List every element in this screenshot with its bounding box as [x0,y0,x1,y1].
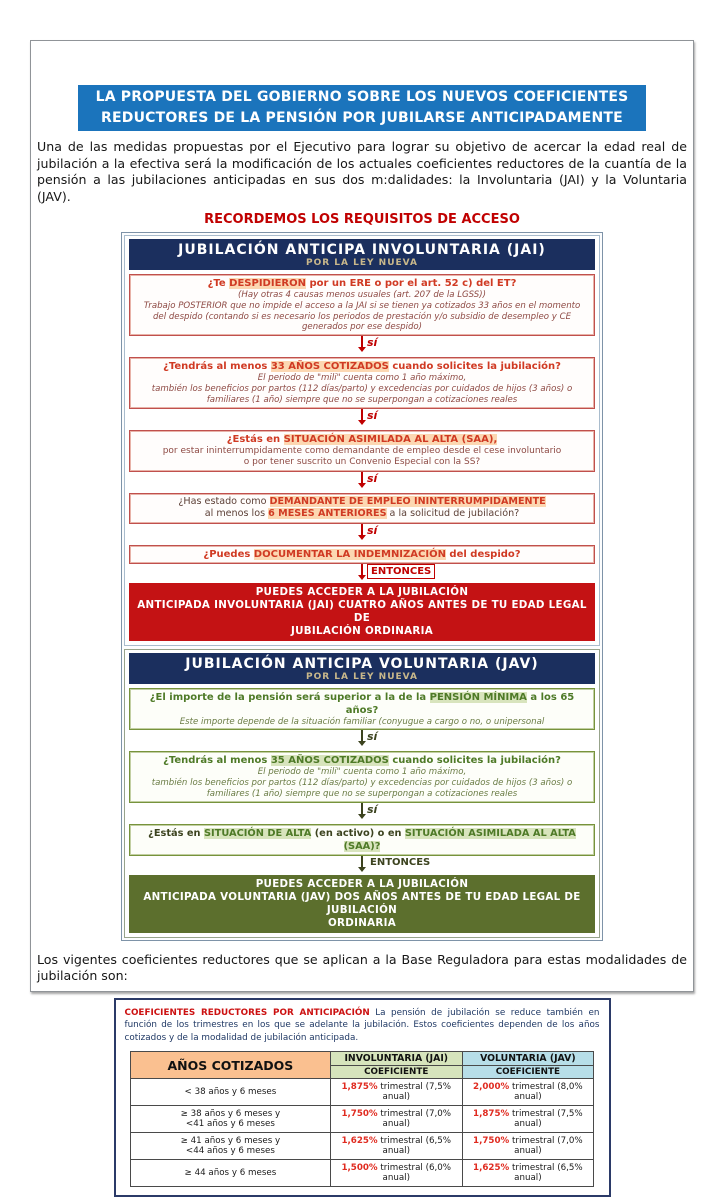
access-requirements-heading: RECORDEMOS LOS REQUISITOS DE ACCESO [204,212,520,227]
table-row [131,1106,594,1133]
jav-q2-post: cuando solicites la jubilación? [388,755,561,767]
yes-label: sí [367,802,378,816]
jav-detail: trimestral (7,0% anual) [509,1136,583,1157]
jai-q1-note-2: Trabajo POSTERIOR que no impide el acceso a la JAI si se tienen ya cotizados 33 años en el momento del despido (contando si es necesario los periodos de prestación y/o subsidio de desempleo y CE generados por ese despido) [143,300,581,333]
jai-coefficient-cell [330,1133,462,1160]
coefficients-paragraph: Los vigentes coeficientes reductores que se aplican a la Base Reguladora para estas modalidades de jubilación son: [37,951,687,984]
title-line-1: LA PROPUESTA DEL GOBIERNO SOBRE LOS NUEVOS COEFICIENTES [95,89,629,105]
jai-result-box [129,583,595,641]
jai-title: JUBILACIÓN ANTICIPA INVOLUNTARIA (JAI) [178,242,546,258]
jav-q3-highlight-2: SITUACIÓN ASIMILADA AL ALTA (SAA)? [343,827,576,852]
jai-q2-note-1: El periodo de "mili" cuenta como 1 año máximo, [257,373,467,384]
jai-q2-highlight: 33 AÑOS COTIZADOS [270,361,389,373]
jai-yes-connector-2 [129,409,595,426]
jav-detail: trimestral (8,0% anual) [509,1082,583,1103]
jav-yes-connector-2 [129,803,595,820]
jav-q1-post: a los 65 años? [345,691,575,716]
jav-percentage: 1,875% [473,1109,510,1120]
jav-q3-highlight-1: SITUACIÓN DE ALTA [203,827,312,839]
jav-q2-note-1: El periodo de "mili" cuenta como 1 año máximo, [257,767,467,778]
jav-q1-pre: ¿El importe de la pensión será superior a la de la [149,691,430,703]
jai-result-line-1: PUEDES ACCEDER A LA JUBILACIÓN [255,585,469,598]
jav-section [124,649,600,938]
jav-question-1 [129,688,595,731]
jav-q1-note: Este importe depende de la situación familiar (conyugue a cargo o no, o unipersonal [179,716,545,727]
jai-q1-headline [136,277,588,290]
jai-title-bar [129,239,595,270]
yes-label: sí [367,730,378,744]
jai-q4-line2-pre: al menos los [204,508,269,520]
arrow-down-icon [361,730,363,741]
jai-q3-headline [136,433,588,446]
jai-question-2 [129,357,595,408]
jai-coefficient-cell [330,1160,462,1187]
table-title: COEFICIENTES REDUCTORES POR ANTICIPACIÓN [124,1007,370,1018]
jai-detail: trimestral (6,5% anual) [377,1136,452,1157]
jai-percentage: 1,875% [341,1082,378,1093]
jai-q2-post: cuando solicites la jubilación? [388,361,561,373]
jav-q2-highlight: 35 AÑOS COTIZADOS [270,755,389,767]
arrow-down-icon [361,524,363,535]
jai-result-line-2: ANTICIPADA INVOLUNTARIA (JAI) CUATRO AÑOS ANTES DE TU EDAD LEGAL DE [137,598,587,624]
jav-q2-headline [136,754,588,767]
jav-coefficient-cell [462,1106,593,1133]
jav-question-3 [129,824,595,856]
jai-q2-pre: ¿Tendrás al menos [163,361,271,373]
years-line-1: ≥ 44 años y 6 meses [184,1168,277,1179]
years-line-1: < 38 años y 6 meses [184,1087,277,1098]
jav-yes-connector-1 [129,730,595,747]
document-page [30,40,694,1184]
jav-detail: trimestral (7,5% anual) [509,1109,583,1130]
jav-coefficient-cell [462,1133,593,1160]
table-description [125,1007,600,1045]
yes-label: sí [367,471,378,485]
jai-subtitle: POR LA LEY NUEVA [306,258,418,268]
jai-result-line-3: JUBILACIÓN ORDINARIA [290,624,434,637]
column-header-jai: INVOLUNTARIA (JAI) [330,1052,462,1066]
years-cell [131,1106,331,1133]
jav-detail: trimestral (6,5% anual) [509,1163,583,1184]
jav-result-line-1: PUEDES ACCEDER A LA JUBILACIÓN [255,877,469,890]
jai-q2-headline [136,360,588,373]
jai-question-4 [129,493,595,524]
jai-q5-headline [136,548,588,561]
jai-q1-pre: ¿Te [207,278,230,289]
jav-coefficient-cell [462,1079,593,1106]
arrow-down-icon [361,336,363,347]
jai-entonces-connector [129,564,595,581]
jai-percentage: 1,625% [341,1136,378,1147]
jai-coefficient-cell [330,1106,462,1133]
years-cell [131,1079,331,1106]
jav-percentage: 2,000% [473,1082,510,1093]
column-header-years: AÑOS COTIZADOS [131,1052,331,1079]
jai-q1-note-1: (Hay otras 4 causas menos usuales (art. 207 de la LGSS)) [238,290,486,300]
jai-detail: trimestral (7,0% anual) [377,1109,452,1130]
jai-coefficient-cell [330,1079,462,1106]
jai-q2-note-2: también los beneficios por partos (112 días/parto) y excedencias por cuidados de hijos (3 años) o familiares (1 año) siempre que no se superpongan a cotizaciones reales [151,383,573,405]
jai-q5-post: del despido? [445,548,521,560]
jai-detail: trimestral (7,5% anual) [377,1082,452,1103]
jai-q1-post: por un ERE o por el art. 52 c) del ET? [305,278,517,289]
subheader-jai-coefficient: COEFICIENTE [330,1066,462,1079]
jav-q3-line [136,827,588,853]
years-line-1: ≥ 41 años y 6 meses y [180,1135,281,1146]
jav-q3-pre: ¿Estás en [148,827,204,839]
table-description-text: La pensión de jubilación se reduce también en función de los trimestres en los que se adelante la jubilación. Estos coeficientes dependen de los años cotizados y de la modalidad de jubilación anticipada. [124,1007,600,1043]
table-row [131,1160,594,1187]
yes-label: sí [367,523,378,537]
jav-q3-mid: (en activo) o en [311,827,405,839]
years-cell [131,1133,331,1160]
jai-q3-highlight: SITUACIÓN ASIMILADA AL ALTA (SAA), [283,433,498,445]
years-line-2: <41 años y 6 meses [185,1119,275,1130]
jav-percentage: 1,750% [473,1136,510,1147]
jai-question-1 [129,274,595,336]
jai-section [124,235,600,646]
arrow-down-icon [361,472,363,483]
jav-q2-pre: ¿Tendrás al menos [163,755,271,767]
jav-title: JUBILACIÓN ANTICIPA VOLUNTARIA (JAV) [185,655,539,672]
jai-q5-highlight: DOCUMENTAR LA INDEMNIZACIÓN [253,548,446,560]
table-row [131,1133,594,1160]
requirements-flowchart [121,232,603,941]
document-title-banner [78,85,646,131]
jav-question-2 [129,751,595,802]
jav-q1-headline [136,691,588,717]
jai-q4-highlight-2: 6 MESES ANTERIORES [268,508,387,520]
jav-coefficient-cell [462,1160,593,1187]
yes-label: sí [367,336,378,350]
years-line-1: ≥ 38 años y 6 meses y [180,1108,281,1119]
years-line-2: <44 años y 6 meses [185,1146,275,1157]
jai-q3-note-2: o por tener suscrito un Convenio Especial con la SS? [243,457,481,468]
table-row [131,1079,594,1106]
jai-q4-line2-post: a la solicitud de jubilación? [386,508,520,520]
jai-q1-highlight: DESPIDIERON [229,278,306,289]
coefficients-table [130,1051,594,1187]
jav-result-line-2: ANTICIPADA VOLUNTARIA (JAV) DOS AÑOS ANTES DE TU EDAD LEGAL DE JUBILACIÓN [143,890,581,916]
arrow-down-icon [361,564,363,575]
jai-yes-connector-4 [129,524,595,541]
jav-title-bar [129,653,595,684]
jai-question-3 [129,430,595,472]
jai-question-5 [129,545,595,564]
jai-yes-connector-3 [129,472,595,489]
jav-result-box [129,875,595,933]
yes-label: sí [367,408,378,422]
column-header-jav: VOLUNTARIA (JAV) [462,1052,593,1066]
arrow-down-icon [361,856,363,867]
jai-q4-line-1 [136,496,588,509]
jai-yes-connector-1 [129,336,595,353]
arrow-down-icon [361,409,363,420]
jai-q3-note-1: por estar ininterrumpidamente como demandante de empleo desde el cese involuntario [162,445,562,456]
jav-percentage: 1,625% [473,1163,510,1174]
entonces-label: ENTONCES [367,564,435,579]
title-line-2: REDUCTORES DE LA PENSIÓN POR JUBILARSE ANTICIPADAMENTE [101,110,623,126]
entonces-label: ENTONCES [370,856,431,868]
jav-result-line-3: ORDINARIA [327,916,397,929]
jai-q3-pre: ¿Estás en [226,433,284,445]
coefficients-table-card [114,998,611,1197]
jav-q1-highlight: PENSIÓN MÍNIMA [429,691,527,703]
jai-percentage: 1,500% [341,1163,378,1174]
jai-q4-pre: ¿Has estado como [178,495,270,507]
jai-q5-pre: ¿Puedes [203,548,254,560]
jav-q2-note-2: también los beneficios por partos (112 días/parto) y excedencias por cuidados de hijos (3 años) o familiares (1 año) siempre que no se superpongan a cotizaciones reales [151,778,573,799]
jai-percentage: 1,750% [341,1109,378,1120]
subheader-jav-coefficient: COEFICIENTE [462,1066,593,1079]
jai-detail: trimestral (6,0% anual) [377,1163,452,1184]
jai-q4-line-2 [136,508,588,521]
jav-subtitle: POR LA LEY NUEVA [306,671,418,682]
years-cell [131,1160,331,1187]
arrow-down-icon [361,803,363,814]
jav-entonces-connector [129,856,595,873]
jai-q4-highlight-1: DEMANDANTE DE EMPLEO ININTERRUMPIDAMENTE [269,495,546,507]
intro-paragraph: Una de las medidas propuestas por el Ejecutivo para lograr su objetivo de acercar la edad real de jubilación a la efectiva será la modificación de los actuales coeficientes reductores de la cuantía de la pensión a las jubilaciones anticipadas en sus dos m:dalidades: la Involuntaria (JAI) y la Voluntaria (JAV). [37,139,687,204]
